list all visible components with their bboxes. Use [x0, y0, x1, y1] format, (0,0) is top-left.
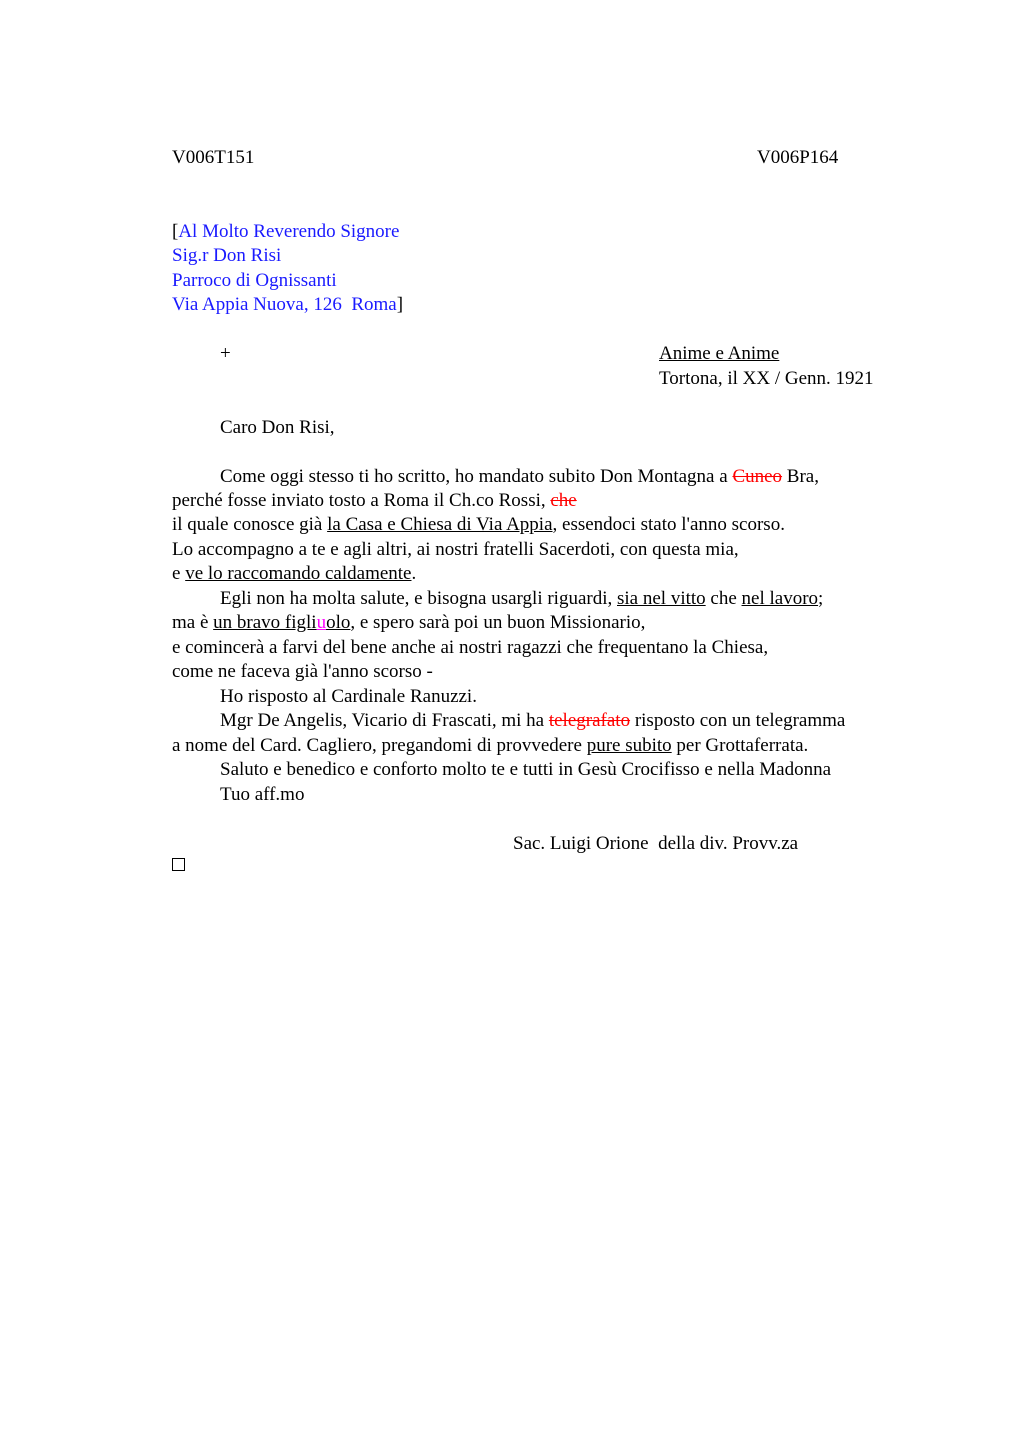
motto [659, 342, 779, 366]
body-line-13: Saluto e benedico e conforto molto te e tutti in Gesù Crocifisso e nella Madonna [220, 759, 832, 780]
text-run: risposto con un telegramma [630, 710, 846, 731]
text-run: Egli non ha molta salute, e bisogna usargli riguardi, [220, 588, 617, 609]
closing: Tuo aff.mo [220, 784, 305, 805]
body-line-2 [172, 489, 577, 513]
text-run: per Grottaferrata. [671, 735, 809, 756]
motto-text: Anime e Anime [659, 343, 780, 364]
body-line-5 [172, 562, 416, 586]
body-line-12 [172, 734, 808, 758]
close-bracket: ] [396, 294, 404, 315]
address-text-4: Via Appia Nuova, 126 Roma [172, 294, 397, 315]
text-run: . [411, 563, 417, 584]
text-run: che [705, 588, 742, 609]
checkbox-icon [172, 858, 185, 871]
body-line-4: Lo accompagno a te e agli altri, ai nostri fratelli Sacerdoti, con questa mia, [172, 539, 739, 560]
underlined-text: la Casa e Chiesa di Via Appia [327, 514, 553, 535]
address-line-4 [172, 293, 403, 317]
body-line-6 [220, 587, 823, 611]
body-line-10: Ho risposto al Cardinale Ranuzzi. [220, 686, 477, 707]
text-run: il quale conosce già [172, 514, 328, 535]
underlined-text: un bravo figli [213, 612, 317, 633]
underlined-text: sia nel vitto [617, 588, 706, 609]
body-line-7 [172, 611, 645, 635]
text-run: Come oggi stesso ti ho scritto, ho mandato subito Don Montagna a [220, 466, 733, 487]
underlined-text: nel lavoro [741, 588, 819, 609]
body-line-1 [220, 465, 819, 489]
text-run: , essendoci stato l'anno scorso. [552, 514, 785, 535]
deleted-text: Cuneo [732, 466, 783, 487]
salutation: Caro Don Risi, [220, 417, 335, 438]
deleted-text: che [550, 490, 577, 511]
text-run: , e spero sarà poi un buon Missionario, [350, 612, 646, 633]
body-line-9: come ne faceva già l'anno scorso - [172, 661, 433, 682]
text-run: Bra, [782, 466, 819, 487]
document-code-right: V006P164 [757, 147, 839, 168]
open-bracket: [ [172, 221, 179, 242]
text-run: ; [818, 588, 824, 609]
address-line-1 [172, 220, 399, 244]
place-date: Tortona, il XX / Genn. 1921 [659, 368, 874, 389]
text-run: a nome del Card. Cagliero, pregandomi di provvedere [172, 735, 587, 756]
underlined-text: pure subito [586, 735, 672, 756]
text-run: ma è [172, 612, 214, 633]
underlined-text: olo [326, 612, 351, 633]
deleted-text: telegrafato [548, 710, 631, 731]
address-line-2: Sig.r Don Risi [172, 245, 282, 266]
inserted-letter: u [316, 612, 327, 633]
text-run: perché fosse inviato tosto a Roma il Ch.co Rossi, [172, 490, 551, 511]
underlined-text: ve lo raccomando caldamente [185, 563, 412, 584]
address-line-3: Parroco di Ognissanti [172, 270, 337, 291]
body-line-11 [220, 709, 845, 733]
address-text-1: Al Molto Reverendo Signore [178, 221, 400, 242]
body-line-3 [172, 513, 785, 537]
cross-symbol: + [220, 343, 231, 364]
text-run: e [172, 563, 186, 584]
signature: Sac. Luigi Orione della div. Provv.za [513, 833, 799, 854]
document-code-left: V006T151 [172, 147, 255, 168]
body-line-8: e comincerà a farvi del bene anche ai nostri ragazzi che frequentano la Chiesa, [172, 637, 769, 658]
text-run: Mgr De Angelis, Vicario di Frascati, mi ha [220, 710, 549, 731]
